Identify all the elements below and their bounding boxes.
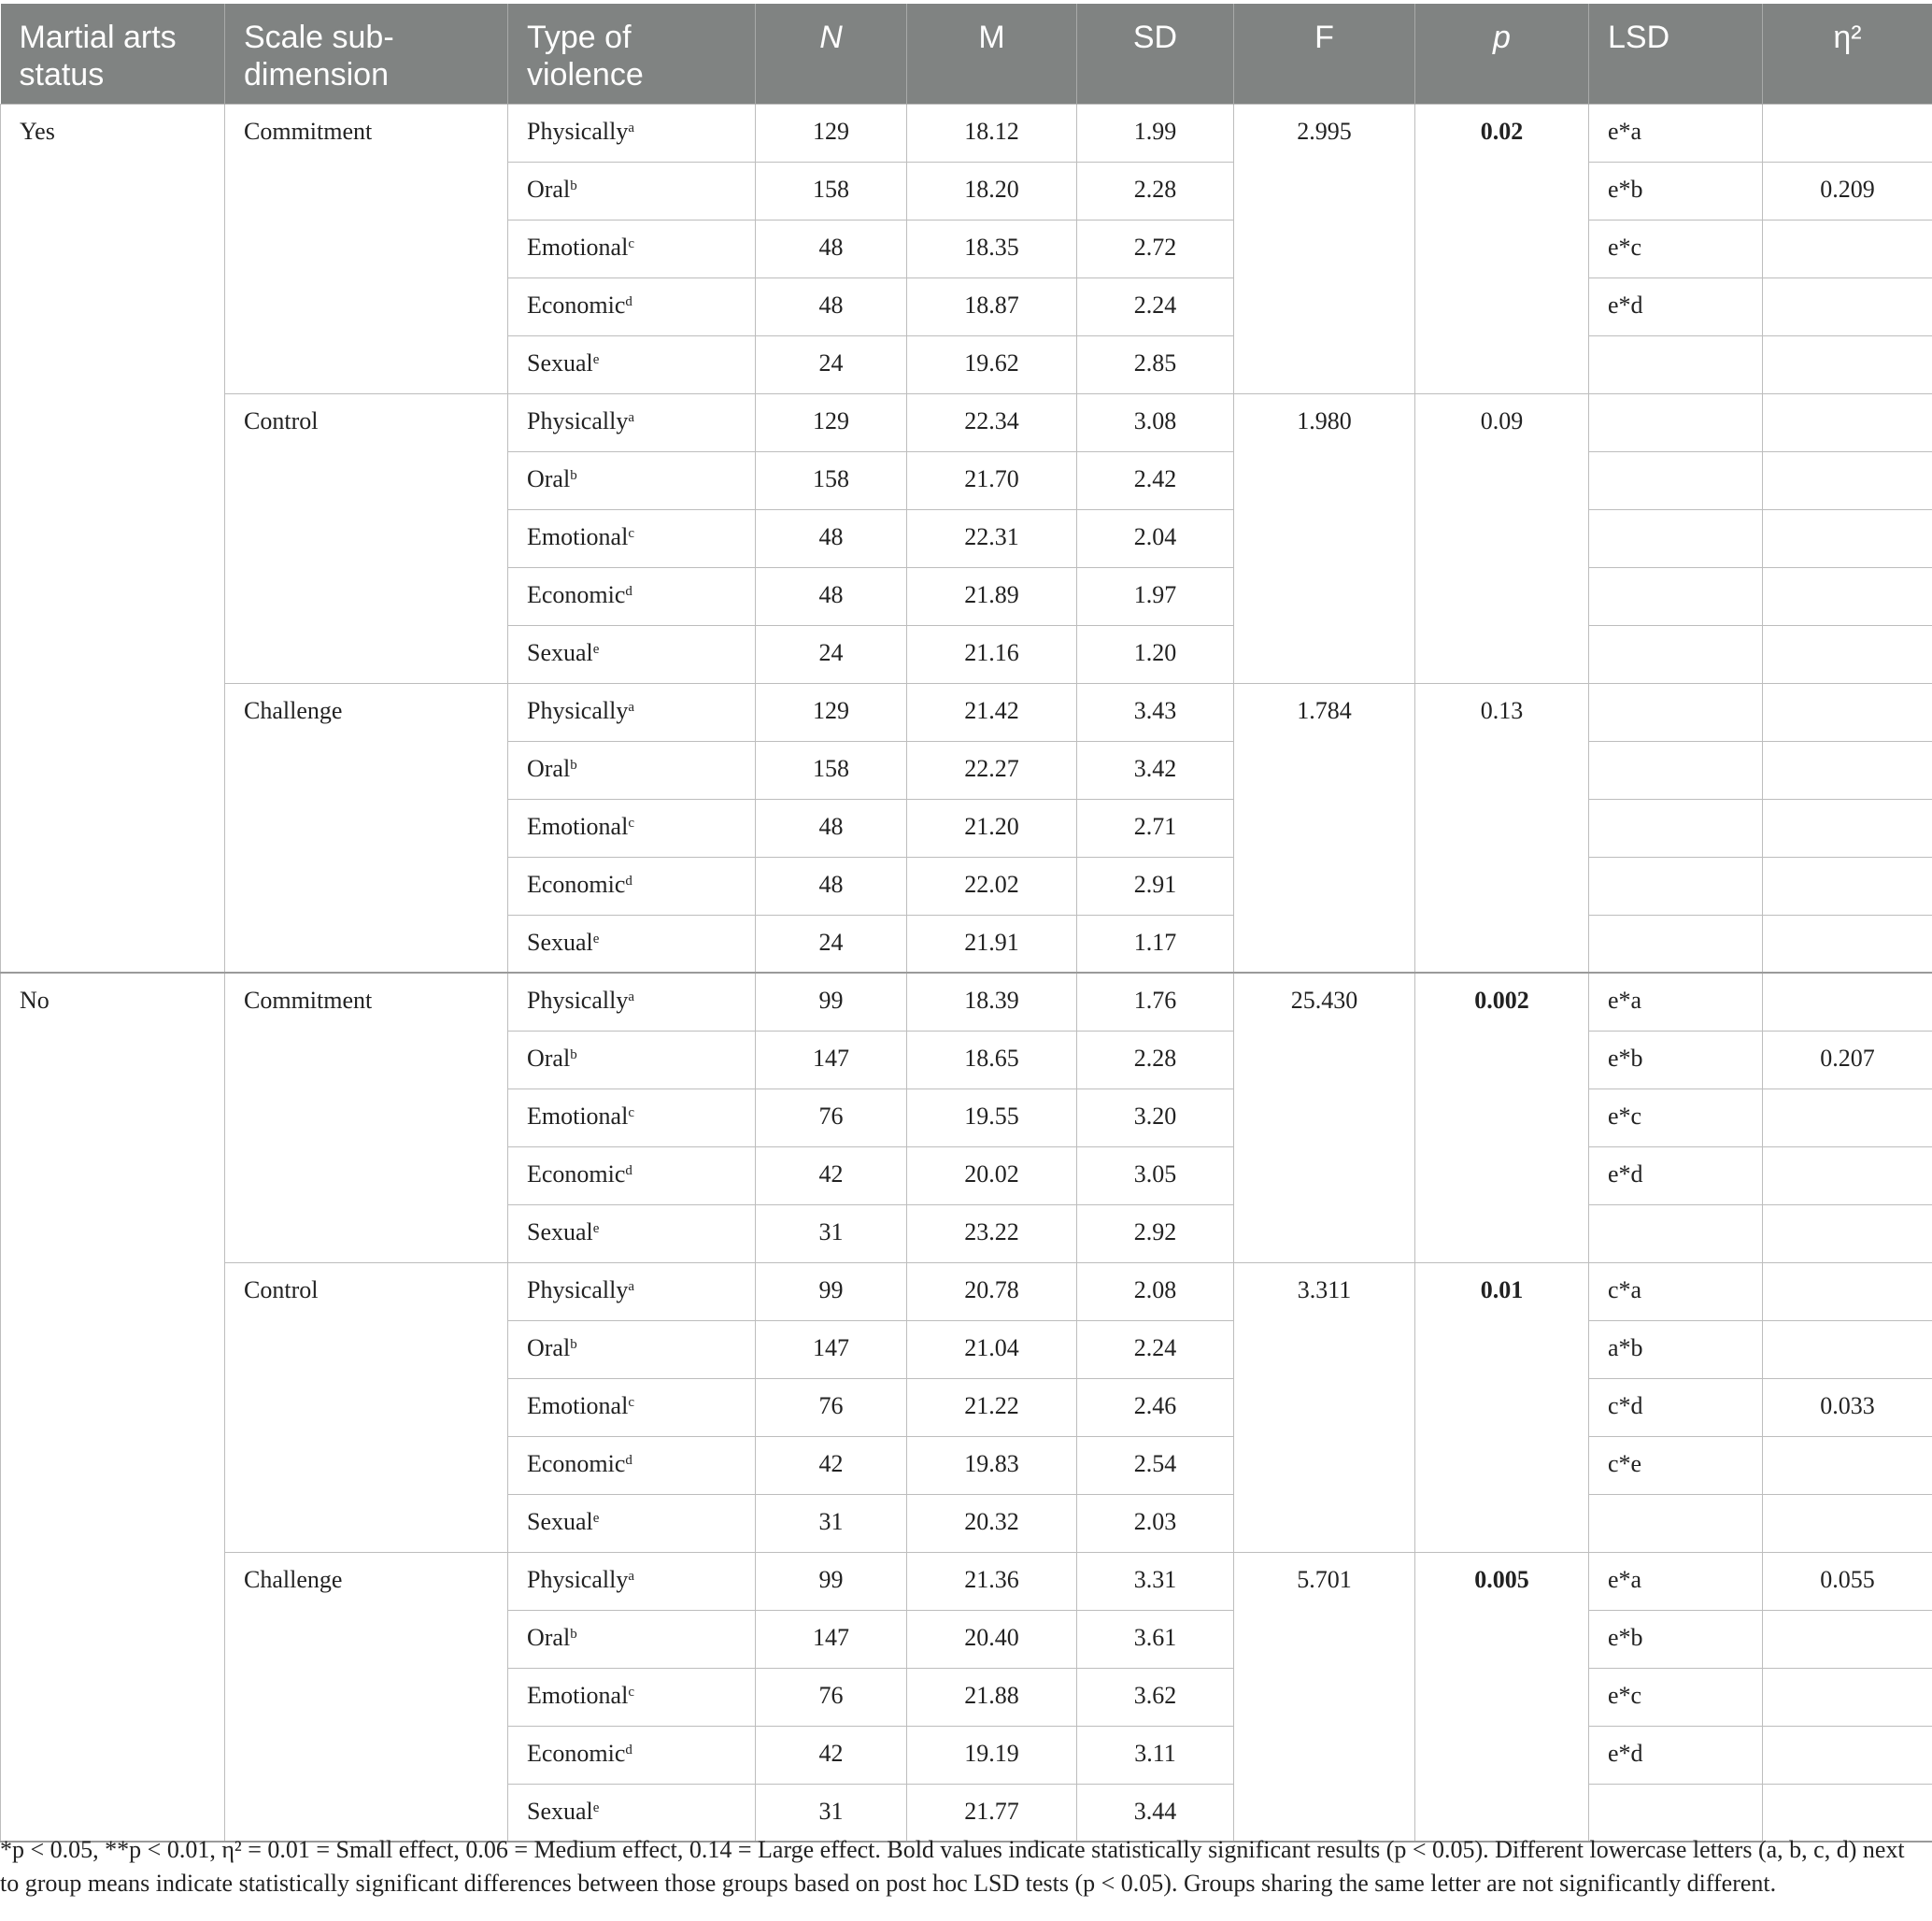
scale-sub-dimension-cell: Control <box>225 1262 508 1552</box>
f-value-cell: 1.784 <box>1234 683 1415 973</box>
lsd-cell: e*c <box>1589 1668 1763 1726</box>
type-of-violence-cell <box>508 1436 756 1494</box>
sd-cell: 2.46 <box>1077 1378 1234 1436</box>
sd-cell: 3.05 <box>1077 1146 1234 1204</box>
mean-cell: 19.55 <box>907 1089 1077 1146</box>
lsd-cell <box>1589 393 1763 451</box>
lsd-cell: e*c <box>1589 220 1763 277</box>
eta-squared-cell <box>1763 799 1932 857</box>
type-of-violence-cell <box>508 683 756 741</box>
header-sd: SD <box>1077 4 1234 104</box>
lsd-cell: e*d <box>1589 1726 1763 1784</box>
sd-cell: 3.31 <box>1077 1552 1234 1610</box>
violence-type-label: Physically <box>527 406 629 434</box>
sd-cell: 3.11 <box>1077 1726 1234 1784</box>
group-letter-superscript: b <box>570 1626 577 1642</box>
sd-cell: 2.04 <box>1077 509 1234 567</box>
sd-cell: 3.44 <box>1077 1784 1234 1842</box>
sd-cell: 2.54 <box>1077 1436 1234 1494</box>
group-letter-superscript: e <box>592 931 600 946</box>
eta-squared-cell <box>1763 1610 1932 1668</box>
lsd-cell: e*a <box>1589 973 1763 1031</box>
martial-arts-status-cell: Yes <box>1 104 225 973</box>
sd-cell: 3.20 <box>1077 1089 1234 1146</box>
sd-cell: 2.28 <box>1077 162 1234 220</box>
eta-squared-cell <box>1763 1089 1932 1146</box>
mean-cell: 21.16 <box>907 625 1077 683</box>
mean-cell: 21.20 <box>907 799 1077 857</box>
eta-squared-cell <box>1763 1726 1932 1784</box>
n-cell: 76 <box>756 1089 907 1146</box>
table-row <box>1 1552 1932 1610</box>
lsd-cell <box>1589 1204 1763 1262</box>
n-cell: 129 <box>756 393 907 451</box>
group-letter-superscript: e <box>592 351 600 367</box>
mean-cell: 18.20 <box>907 162 1077 220</box>
eta-squared-cell <box>1763 741 1932 799</box>
table-row <box>1 973 1932 1031</box>
eta-squared-cell: 0.055 <box>1763 1552 1932 1610</box>
type-of-violence-cell <box>508 799 756 857</box>
lsd-cell: e*d <box>1589 277 1763 335</box>
scale-sub-dimension-cell: Commitment <box>225 973 508 1262</box>
header-m: M <box>907 4 1077 104</box>
mean-cell: 18.65 <box>907 1031 1077 1089</box>
n-cell: 24 <box>756 625 907 683</box>
n-cell: 129 <box>756 104 907 162</box>
header-lsd: LSD <box>1589 4 1763 104</box>
eta-squared-cell <box>1763 1436 1932 1494</box>
group-letter-superscript: d <box>625 1742 632 1757</box>
group-letter-superscript: c <box>628 525 634 541</box>
type-of-violence-cell <box>508 625 756 683</box>
group-letter-superscript: a <box>628 120 635 135</box>
group-letter-superscript: d <box>625 1162 632 1178</box>
eta-squared-cell: 0.209 <box>1763 162 1932 220</box>
sd-cell: 2.42 <box>1077 451 1234 509</box>
mean-cell: 20.02 <box>907 1146 1077 1204</box>
sd-cell: 1.97 <box>1077 567 1234 625</box>
mean-cell: 20.32 <box>907 1494 1077 1552</box>
lsd-cell: c*d <box>1589 1378 1763 1436</box>
group-letter-superscript: c <box>628 1684 634 1700</box>
mean-cell: 23.22 <box>907 1204 1077 1262</box>
eta-squared-cell <box>1763 277 1932 335</box>
lsd-cell: a*b <box>1589 1320 1763 1378</box>
n-cell: 99 <box>756 1262 907 1320</box>
sd-cell: 2.03 <box>1077 1494 1234 1552</box>
eta-squared-cell <box>1763 393 1932 451</box>
violence-type-label: Emotional <box>527 522 629 550</box>
type-of-violence-cell <box>508 1204 756 1262</box>
scale-sub-dimension-cell: Control <box>225 393 508 683</box>
type-of-violence-cell <box>508 220 756 277</box>
violence-type-label: Physically <box>527 1565 629 1593</box>
type-of-violence-cell <box>508 1726 756 1784</box>
header-type-of-violence: Type of violence <box>508 4 756 104</box>
group-letter-superscript: e <box>592 1220 600 1236</box>
violence-type-label: Economic <box>527 291 626 319</box>
mean-cell: 18.87 <box>907 277 1077 335</box>
violence-type-label: Economic <box>527 1160 626 1188</box>
header-scale-sub-dimension: Scale sub-dimension <box>225 4 508 104</box>
violence-type-label: Sexual <box>527 349 593 377</box>
type-of-violence-cell <box>508 567 756 625</box>
mean-cell: 20.78 <box>907 1262 1077 1320</box>
violence-type-label: Sexual <box>527 1507 593 1535</box>
mean-cell: 20.40 <box>907 1610 1077 1668</box>
header-eta-squared: η² <box>1763 4 1932 104</box>
n-cell: 24 <box>756 335 907 393</box>
table-body <box>1 104 1932 1842</box>
eta-squared-cell <box>1763 335 1932 393</box>
violence-type-label: Oral <box>527 1333 571 1361</box>
type-of-violence-cell <box>508 277 756 335</box>
sd-cell: 2.24 <box>1077 277 1234 335</box>
type-of-violence-cell <box>508 509 756 567</box>
sd-cell: 1.17 <box>1077 915 1234 973</box>
mean-cell: 18.12 <box>907 104 1077 162</box>
scale-sub-dimension-cell: Challenge <box>225 683 508 973</box>
n-cell: 147 <box>756 1320 907 1378</box>
lsd-cell: e*b <box>1589 162 1763 220</box>
violence-type-label: Physically <box>527 117 629 145</box>
lsd-cell <box>1589 567 1763 625</box>
violence-type-label: Sexual <box>527 928 593 956</box>
table-row <box>1 683 1932 741</box>
n-cell: 147 <box>756 1031 907 1089</box>
n-cell: 76 <box>756 1668 907 1726</box>
group-letter-superscript: a <box>628 699 635 715</box>
type-of-violence-cell <box>508 1552 756 1610</box>
n-cell: 147 <box>756 1610 907 1668</box>
table-header <box>1 4 1932 104</box>
mean-cell: 22.34 <box>907 393 1077 451</box>
n-cell: 42 <box>756 1146 907 1204</box>
eta-squared-cell <box>1763 915 1932 973</box>
sd-cell: 1.20 <box>1077 625 1234 683</box>
group-letter-superscript: e <box>592 1510 600 1526</box>
n-cell: 31 <box>756 1494 907 1552</box>
n-cell: 48 <box>756 509 907 567</box>
p-value-cell: 0.002 <box>1415 973 1589 1262</box>
n-cell: 158 <box>756 451 907 509</box>
eta-squared-cell <box>1763 683 1932 741</box>
type-of-violence-cell <box>508 1089 756 1146</box>
sd-cell: 3.62 <box>1077 1668 1234 1726</box>
mean-cell: 21.77 <box>907 1784 1077 1842</box>
n-cell: 99 <box>756 973 907 1031</box>
group-letter-superscript: b <box>570 1046 577 1062</box>
martial-arts-status-cell: No <box>1 973 225 1842</box>
mean-cell: 22.27 <box>907 741 1077 799</box>
mean-cell: 19.83 <box>907 1436 1077 1494</box>
group-letter-superscript: d <box>625 293 632 309</box>
lsd-cell <box>1589 509 1763 567</box>
lsd-cell: e*b <box>1589 1610 1763 1668</box>
violence-type-label: Emotional <box>527 1681 629 1709</box>
violence-type-label: Economic <box>527 580 626 608</box>
group-letter-superscript: e <box>592 641 600 657</box>
sd-cell: 3.43 <box>1077 683 1234 741</box>
table-footnote <box>0 1833 1906 1900</box>
violence-type-label: Emotional <box>527 1102 629 1130</box>
eta-squared-cell <box>1763 1320 1932 1378</box>
eta-squared-cell <box>1763 104 1932 162</box>
sd-cell: 2.72 <box>1077 220 1234 277</box>
sd-cell: 3.42 <box>1077 741 1234 799</box>
n-cell: 31 <box>756 1204 907 1262</box>
header-martial-arts-status: Martial arts status <box>1 4 225 104</box>
n-cell: 48 <box>756 857 907 915</box>
sd-cell: 2.71 <box>1077 799 1234 857</box>
violence-type-label: Oral <box>527 175 571 203</box>
p-value-cell: 0.02 <box>1415 104 1589 393</box>
sd-cell: 2.28 <box>1077 1031 1234 1089</box>
group-letter-superscript: b <box>570 1336 577 1352</box>
lsd-cell: e*d <box>1589 1146 1763 1204</box>
violence-type-label: Economic <box>527 1449 626 1477</box>
type-of-violence-cell <box>508 451 756 509</box>
violence-type-label: Sexual <box>527 638 593 666</box>
eta-squared-cell <box>1763 220 1932 277</box>
group-letter-superscript: b <box>570 757 577 773</box>
type-of-violence-cell <box>508 741 756 799</box>
group-letter-superscript: c <box>628 815 634 831</box>
sd-cell: 2.08 <box>1077 1262 1234 1320</box>
scale-sub-dimension-cell: Challenge <box>225 1552 508 1842</box>
type-of-violence-cell <box>508 1494 756 1552</box>
mean-cell: 21.91 <box>907 915 1077 973</box>
n-cell: 42 <box>756 1726 907 1784</box>
n-cell: 129 <box>756 683 907 741</box>
eta-squared-cell <box>1763 625 1932 683</box>
type-of-violence-cell <box>508 1031 756 1089</box>
mean-cell: 22.31 <box>907 509 1077 567</box>
n-cell: 42 <box>756 1436 907 1494</box>
eta-squared-cell <box>1763 509 1932 567</box>
group-letter-superscript: c <box>628 235 634 251</box>
sd-cell: 3.08 <box>1077 393 1234 451</box>
type-of-violence-cell <box>508 335 756 393</box>
lsd-cell: e*c <box>1589 1089 1763 1146</box>
mean-cell: 21.36 <box>907 1552 1077 1610</box>
lsd-cell: e*b <box>1589 1031 1763 1089</box>
sd-cell: 1.99 <box>1077 104 1234 162</box>
violence-type-label: Oral <box>527 1044 571 1072</box>
group-letter-superscript: a <box>628 1278 635 1294</box>
p-value-cell: 0.09 <box>1415 393 1589 683</box>
type-of-violence-cell <box>508 1610 756 1668</box>
type-of-violence-cell <box>508 1668 756 1726</box>
eta-squared-cell: 0.033 <box>1763 1378 1932 1436</box>
group-letter-superscript: d <box>625 1452 632 1468</box>
group-letter-superscript: a <box>628 989 635 1004</box>
group-letter-superscript: c <box>628 1104 634 1120</box>
header-n: N <box>756 4 907 104</box>
eta-squared-cell <box>1763 1204 1932 1262</box>
violence-type-label: Oral <box>527 1623 571 1651</box>
lsd-cell: c*a <box>1589 1262 1763 1320</box>
p-value-cell: 0.13 <box>1415 683 1589 973</box>
footnote-text: *p < 0.05, **p < 0.01, η² = 0.01 = Small effect, 0.06 = Medium effect, 0.14 = Large effect. Bold values indicate statistically significant results (p < 0.05). Different lowercase letters (a, b, c, d) next to group means indicate statistically significant differences between those groups based on post hoc LSD tests (p < 0.05). Groups sharing the same letter are not significantly different. <box>0 1836 1905 1897</box>
type-of-violence-cell <box>508 162 756 220</box>
group-letter-superscript: a <box>628 409 635 425</box>
sd-cell: 2.85 <box>1077 335 1234 393</box>
type-of-violence-cell <box>508 915 756 973</box>
lsd-cell <box>1589 799 1763 857</box>
p-value-cell: 0.01 <box>1415 1262 1589 1552</box>
sd-cell: 2.24 <box>1077 1320 1234 1378</box>
f-value-cell: 1.980 <box>1234 393 1415 683</box>
lsd-cell <box>1589 335 1763 393</box>
type-of-violence-cell <box>508 393 756 451</box>
lsd-cell: c*e <box>1589 1436 1763 1494</box>
type-of-violence-cell <box>508 104 756 162</box>
violence-type-label: Sexual <box>527 1217 593 1245</box>
n-cell: 158 <box>756 741 907 799</box>
mean-cell: 21.22 <box>907 1378 1077 1436</box>
eta-squared-cell <box>1763 1146 1932 1204</box>
eta-squared-cell: 0.207 <box>1763 1031 1932 1089</box>
eta-squared-cell <box>1763 1668 1932 1726</box>
lsd-cell <box>1589 915 1763 973</box>
header-p: p <box>1415 4 1589 104</box>
type-of-violence-cell <box>508 857 756 915</box>
mean-cell: 18.39 <box>907 973 1077 1031</box>
anova-results-table <box>0 4 1932 1843</box>
violence-type-label: Economic <box>527 870 626 898</box>
violence-type-label: Emotional <box>527 233 629 261</box>
group-letter-superscript: a <box>628 1568 635 1584</box>
lsd-cell <box>1589 625 1763 683</box>
eta-squared-cell <box>1763 567 1932 625</box>
group-letter-superscript: b <box>570 467 577 483</box>
mean-cell: 19.19 <box>907 1726 1077 1784</box>
mean-cell: 21.04 <box>907 1320 1077 1378</box>
violence-type-label: Physically <box>527 987 629 1014</box>
p-value-cell: 0.005 <box>1415 1552 1589 1842</box>
header-f: F <box>1234 4 1415 104</box>
mean-cell: 21.70 <box>907 451 1077 509</box>
lsd-cell <box>1589 1494 1763 1552</box>
group-letter-superscript: b <box>570 178 577 193</box>
lsd-cell <box>1589 451 1763 509</box>
f-value-cell: 5.701 <box>1234 1552 1415 1842</box>
sd-cell: 2.92 <box>1077 1204 1234 1262</box>
n-cell: 99 <box>756 1552 907 1610</box>
violence-type-label: Emotional <box>527 1391 629 1419</box>
n-cell: 48 <box>756 220 907 277</box>
group-letter-superscript: d <box>625 583 632 599</box>
eta-squared-cell <box>1763 451 1932 509</box>
eta-squared-cell <box>1763 1494 1932 1552</box>
mean-cell: 19.62 <box>907 335 1077 393</box>
violence-type-label: Oral <box>527 754 571 782</box>
table-row <box>1 1262 1932 1320</box>
group-letter-superscript: d <box>625 873 632 889</box>
sd-cell: 1.76 <box>1077 973 1234 1031</box>
lsd-cell <box>1589 857 1763 915</box>
violence-type-label: Physically <box>527 696 629 724</box>
mean-cell: 21.88 <box>907 1668 1077 1726</box>
lsd-cell: e*a <box>1589 1552 1763 1610</box>
type-of-violence-cell <box>508 973 756 1031</box>
lsd-cell: e*a <box>1589 104 1763 162</box>
group-letter-superscript: e <box>592 1800 600 1815</box>
n-cell: 76 <box>756 1378 907 1436</box>
violence-type-label: Sexual <box>527 1797 593 1825</box>
eta-squared-cell <box>1763 1262 1932 1320</box>
n-cell: 48 <box>756 799 907 857</box>
table-wrapper <box>0 4 1932 1843</box>
sd-cell: 3.61 <box>1077 1610 1234 1668</box>
mean-cell: 22.02 <box>907 857 1077 915</box>
lsd-cell <box>1589 741 1763 799</box>
lsd-cell <box>1589 683 1763 741</box>
sd-cell: 2.91 <box>1077 857 1234 915</box>
n-cell: 158 <box>756 162 907 220</box>
f-value-cell: 25.430 <box>1234 973 1415 1262</box>
group-letter-superscript: c <box>628 1394 634 1410</box>
n-cell: 31 <box>756 1784 907 1842</box>
mean-cell: 18.35 <box>907 220 1077 277</box>
eta-squared-cell <box>1763 857 1932 915</box>
type-of-violence-cell <box>508 1146 756 1204</box>
f-value-cell: 3.311 <box>1234 1262 1415 1552</box>
table-row <box>1 393 1932 451</box>
header-row <box>1 4 1932 104</box>
mean-cell: 21.42 <box>907 683 1077 741</box>
violence-type-label: Oral <box>527 464 571 492</box>
mean-cell: 21.89 <box>907 567 1077 625</box>
n-cell: 24 <box>756 915 907 973</box>
scale-sub-dimension-cell: Commitment <box>225 104 508 393</box>
n-cell: 48 <box>756 567 907 625</box>
violence-type-label: Economic <box>527 1739 626 1767</box>
type-of-violence-cell <box>508 1320 756 1378</box>
eta-squared-cell <box>1763 973 1932 1031</box>
type-of-violence-cell <box>508 1378 756 1436</box>
f-value-cell: 2.995 <box>1234 104 1415 393</box>
violence-type-label: Emotional <box>527 812 629 840</box>
table-row <box>1 104 1932 162</box>
type-of-violence-cell <box>508 1262 756 1320</box>
violence-type-label: Physically <box>527 1275 629 1303</box>
n-cell: 48 <box>756 277 907 335</box>
